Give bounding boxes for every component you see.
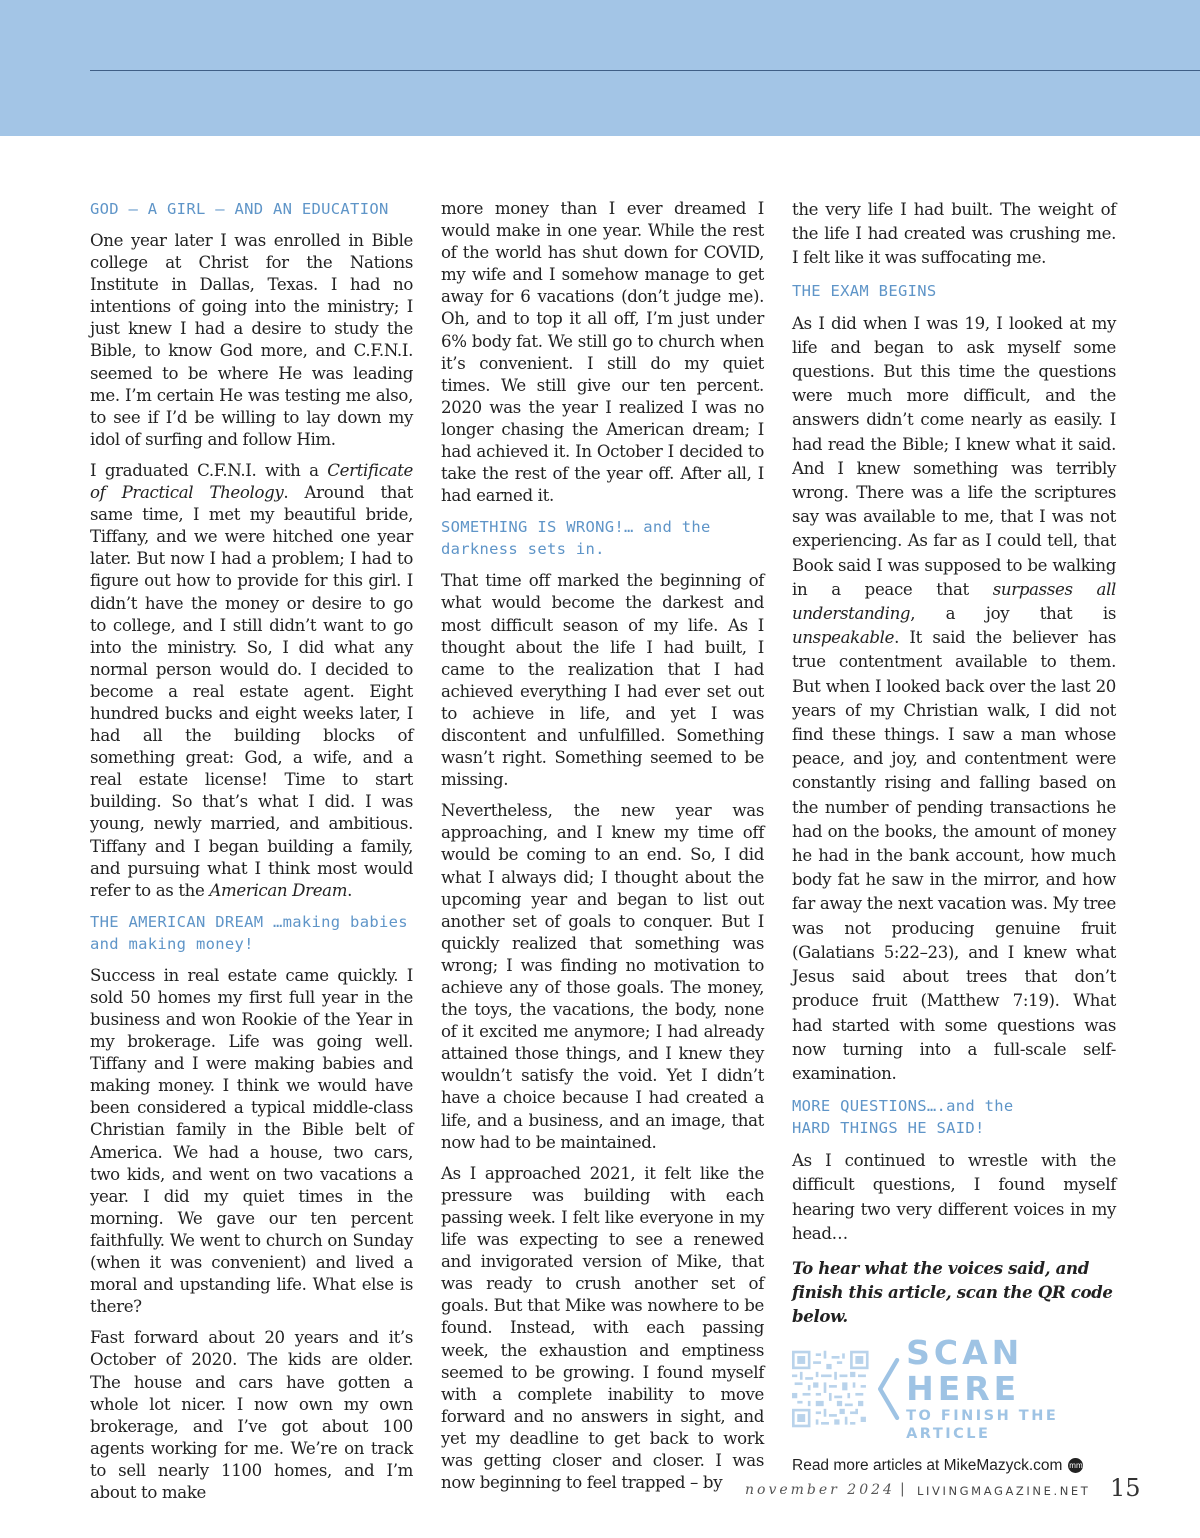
paragraph: Fast forward about 20 years and it’s October of 2020. The kids are older. The house and cars have gotten a whole lot nicer. I now own my own brokerage, and I’ve got about 100 agents working for me. We’re on track to sell nearly 1100 homes, and I’m about to make bbox=[90, 1328, 413, 1502]
column-2 bbox=[441, 198, 764, 1503]
scan-here-block[interactable] bbox=[792, 1332, 1116, 1442]
paragraph: Success in real estate came quickly. I sold 50 homes my first full year in the business and won Rookie of the Year in my brokerage. Life was going well. Tiffany and I were making babies and making money. I think we would have been considered a typical middle-class Christian family in the Bible belt of America. We had a house, two cars, two kids, and went on two vacations a year. I did my quiet times in the morning. We gave our ten percent faithfully. We went to church on Sunday (when it was convenient) and lived a moral and upstanding life. What else is there? bbox=[90, 965, 413, 1317]
section-heading-something-wrong: SOMETHING IS WRONG!… and the darkness sets in. bbox=[441, 518, 711, 559]
column-3 bbox=[792, 198, 1116, 1475]
header-band bbox=[0, 0, 1200, 136]
paragraph: As I did when I was 19, I looked at my life and began to ask myself some questions. But this time the questions were much more difficult, and the answers didn’t come nearly as easily. I had read the Bible; I knew what it said. And I knew something was terribly wrong. There was a life the scriptures say was available to me, that I was not experiencing. As far as I could tell, that Book said I was supposed to be walking in a peace that surpasses all understanding, a joy that is unspeakable. It said the believer has true contentment available to them. But when I looked back over the last 20 years of my Christian walk, I did not find these things. I saw a man whose peace, and joy, and contentment were constantly rising and falling based on the number of pending transactions he had on the books, the amount of money he had in the bank account, how much body fat he saw in the mirror, and how far away the next vacation was. My tree was not producing genuine fruit (Galatians 5:22–23), and I knew what Jesus said about trees that don’t produce fruit (Matthew 7:19). What had started with some questions was now turning into a full-scale self-examination. bbox=[792, 313, 1116, 1083]
scan-title: SCAN HERE bbox=[906, 1332, 1024, 1408]
column-1 bbox=[90, 198, 413, 1513]
paragraph: One year later I was enrolled in Bible college at Christ for the Nations Institute in Dallas, Texas. I had no intentions of going into the ministry; I just knew I had a desire to study the Bible, to know God more, and C.F.N.I. seemed to be where He was leading me. I’m certain He was testing me also, to see if I’d be willing to lay down my idol of surfing and follow Him. bbox=[90, 231, 413, 449]
paragraph: That time off marked the beginning of what would become the darkest and most difficult season of my life. As I thought about the life I had built, I came to the realization that I had achieved everything I had ever set out to achieve in life, and yet I was discontent and unfulfilled. Something wasn’t right. Something seemed to be missing. bbox=[441, 571, 764, 790]
magazine-site: LIVINGMAGAZINE.NET bbox=[917, 1484, 1091, 1498]
mm-logo-icon: mm bbox=[1068, 1458, 1083, 1473]
header-rule bbox=[90, 70, 1200, 71]
section-heading-exam-begins: THE EXAM BEGINS bbox=[792, 281, 937, 300]
read-more-text[interactable]: Read more articles at MikeMazyck.com bbox=[792, 1456, 1063, 1474]
qr-code-icon[interactable] bbox=[792, 1344, 869, 1434]
scan-subtitle: TO FINISH THE ARTICLE bbox=[906, 1407, 1059, 1442]
paragraph: more money than I ever dreamed I would make in one year. While the rest of the world has shut down for COVID, my wife and I somehow manage to get away for 6 vacations (don’t judge me). Oh, and to top it all off, I’m just under 6% body fat. We still go to church when it’s convenient. I still do my quiet times. We still give our ten percent. 2020 was the year I realized I was no longer chasing the American dream; I had achieved it. In October I decided to take the rest of the year off. After all, I had earned it. bbox=[441, 199, 764, 506]
paragraph: I graduated C.F.N.I. with a Certificate of Practical Theology. Around that same time, I met my beautiful bride, Tiffany, and we were hitched one year later. But now I had a problem; I had to figure out how to provide for this girl. I didn’t have the money or desire to go to college, and I still didn’t want to go into the ministry. So, I did what any normal person would do. I decided to become a real estate agent. Eight hundred bucks and eight weeks later, I had all the building blocks of something great: God, a wife, and a real estate license! Time to start building. So that’s what I did. I was young, newly married, and ambitious. Tiffany and I began building a family, and pursuing what I think most would refer to as the American Dream. bbox=[90, 460, 413, 900]
paragraph: As I approached 2021, it felt like the pressure was building with each passing week. I felt like everyone in my life was expecting to see a renewed and invigorated version of Mike, that was ready to crush another set of goals. But that Mike was nowhere to be found. Instead, with each passing week, the exhaustion and emptiness seemed to be growing. I found myself with a complete inability to move forward and no answers in sight, and yet my deadline to get back to work was getting closer and closer. I was now beginning to feel trapped – by bbox=[441, 1163, 764, 1493]
read-more-link[interactable] bbox=[792, 1457, 1116, 1475]
section-heading-american-dream: THE AMERICAN DREAM …making babies and making money! bbox=[90, 912, 408, 953]
section-heading-education: GOD – A GIRL – AND AN EDUCATION bbox=[90, 200, 389, 218]
scan-here-label bbox=[906, 1332, 1116, 1443]
chevron-left-icon bbox=[875, 1351, 901, 1427]
footer-separator: | bbox=[900, 1481, 905, 1497]
paragraph: As I continued to wrestle with the difficult questions, I found myself hearing two very different voices in my head… bbox=[792, 1151, 1116, 1243]
issue-date: november 2024 bbox=[745, 1482, 895, 1498]
paragraph: the very life I had built. The weight of the life I had created was crushing me. I felt like it was suffocating me. bbox=[792, 200, 1116, 268]
page-footer bbox=[745, 1474, 1145, 1502]
paragraph: Nevertheless, the new year was approaching, and I knew my time off would be coming to an end. So, I did what I always did; I thought about the upcoming year and began to list out another set of goals to conquer. But I quickly realized that something was wrong; I was finding no motivation to achieve any of those goals. The money, the toys, the vacations, the body, none of it excited me anymore; I had already attained those things, and I knew they wouldn’t satisfy the void. Yet I didn’t have a choice because I had created a life, and a business, and an image, that now had to be maintained. bbox=[441, 801, 764, 1152]
qr-call-to-action: To hear what the voices said, and finish this article, scan the QR code below. bbox=[792, 1257, 1113, 1327]
section-heading-more-questions: MORE QUESTIONS….and the HARD THINGS HE SAID! bbox=[792, 1097, 1014, 1138]
page-number: 15 bbox=[1110, 1474, 1141, 1502]
